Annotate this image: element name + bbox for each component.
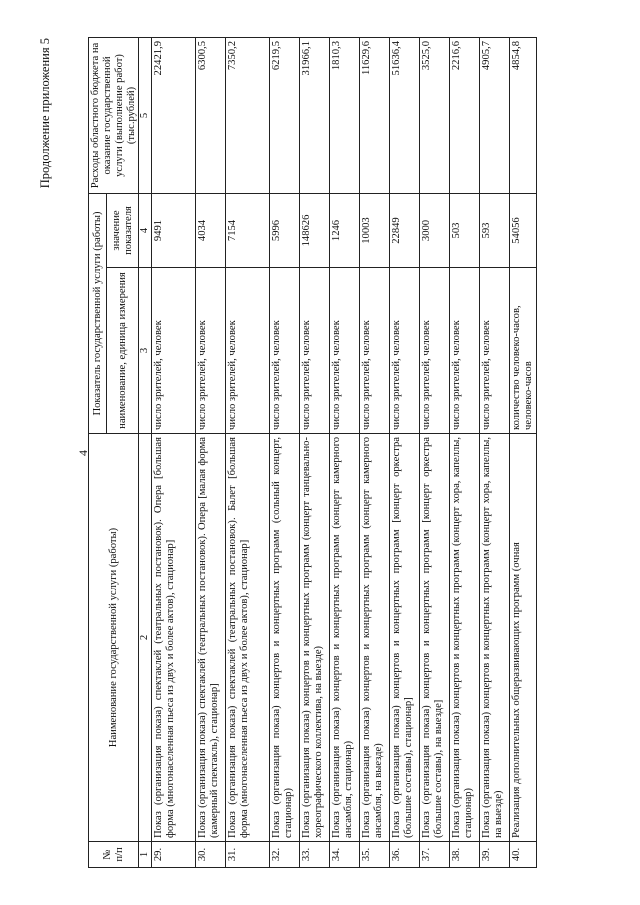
column-index: 5 <box>139 38 152 194</box>
expense-cell: 11629,6 <box>360 38 390 194</box>
header-row-1 <box>89 38 107 868</box>
service-name-cell: Показ (организация показа) концертов и концертных программ [концерт оркестра (большие составы), стационар] <box>390 434 420 842</box>
service-name-cell: Показ (организация показа) концертов и концертных программ [концерт оркестра (большие составы), на выезде] <box>420 434 450 842</box>
service-name-cell: Показ (организация показа) концертов и концертных программ (сольный концерт, стационар) <box>270 434 300 842</box>
indicator-value-cell: 4034 <box>196 194 226 268</box>
page-number: 4 <box>76 450 90 456</box>
service-name-cell: Показ (организация показа) спектаклей (театральных постановок). Балет [большая форма (многонаселенная пьеса из двух и более актов), стационар] <box>226 434 270 842</box>
indicator-value-cell: 54056 <box>510 194 537 268</box>
table-row <box>196 38 226 868</box>
service-name-cell: Показ (организация показа) спектаклей (театральных постановок). Опера [малая форма (камерный спектакль), стационар] <box>196 434 226 842</box>
row-number: 32. <box>270 842 300 868</box>
table-row <box>300 38 330 868</box>
indicator-value-cell: 22849 <box>390 194 420 268</box>
header-indicator-value: значение показателя <box>107 194 139 268</box>
expense-cell: 4854,8 <box>510 38 537 194</box>
expense-cell: 2216,6 <box>450 38 480 194</box>
service-name-cell: Показ (организация показа) концертов и концертных программ (концерт хора, капеллы, на выезде) <box>480 434 510 842</box>
row-number: 35. <box>360 842 390 868</box>
expense-cell: 7350,2 <box>226 38 270 194</box>
indicator-unit-cell: число зрителей, человек <box>226 268 270 434</box>
expense-cell: 4905,7 <box>480 38 510 194</box>
indicator-value-cell: 593 <box>480 194 510 268</box>
appendix-label: Продолжение приложения 5 <box>38 38 52 189</box>
indicator-value-cell: 9491 <box>152 194 196 268</box>
indicator-unit-cell: число зрителей, человек <box>300 268 330 434</box>
column-index-row <box>139 38 152 868</box>
header-expenses: Расходы областного бюджета на оказание государственной услуги (выполнение работ) (тыс.рублей) <box>89 38 139 194</box>
indicator-unit-cell: число зрителей, человек <box>152 268 196 434</box>
header-indicator-group: Показатель государственной услуги (работы) <box>89 194 107 434</box>
indicator-value-cell: 503 <box>450 194 480 268</box>
row-number: 36. <box>390 842 420 868</box>
expense-cell: 22421,9 <box>152 38 196 194</box>
indicator-value-cell: 10003 <box>360 194 390 268</box>
expense-cell: 6300,5 <box>196 38 226 194</box>
table-row <box>480 38 510 868</box>
indicator-unit-cell: число зрителей, человек <box>480 268 510 434</box>
table-row <box>510 38 537 868</box>
row-number: 33. <box>300 842 330 868</box>
column-index: 3 <box>139 268 152 434</box>
table-row <box>420 38 450 868</box>
service-name-cell: Показ (организация показа) концертов и концертных программ (концерт хора, капеллы, стационар) <box>450 434 480 842</box>
services-table <box>88 37 537 868</box>
expense-cell: 51636,4 <box>390 38 420 194</box>
indicator-unit-cell: число зрителей, человек <box>330 268 360 434</box>
expense-cell: 3525,0 <box>420 38 450 194</box>
service-name-cell: Показ (организация показа) концертов и концертных программ (концерт камерного ансамбля, на выезде) <box>360 434 390 842</box>
row-number: 34. <box>330 842 360 868</box>
indicator-unit-cell: число зрителей, человек <box>450 268 480 434</box>
column-index: 4 <box>139 194 152 268</box>
table-row <box>450 38 480 868</box>
table-row <box>226 38 270 868</box>
row-number: 38. <box>450 842 480 868</box>
expense-cell: 31966,1 <box>300 38 330 194</box>
indicator-value-cell: 7154 <box>226 194 270 268</box>
table-row <box>360 38 390 868</box>
document-page <box>38 38 598 868</box>
row-number: 29. <box>152 842 196 868</box>
table-row <box>152 38 196 868</box>
indicator-value-cell: 148626 <box>300 194 330 268</box>
service-name-cell: Показ (организация показа) концертов и концертных программ (концерт танцевально-хореографического коллектива, на выезде) <box>300 434 330 842</box>
indicator-unit-cell: количество человеко-часов, человеко-часов <box>510 268 537 434</box>
indicator-unit-cell: число зрителей, человек <box>196 268 226 434</box>
table-row <box>330 38 360 868</box>
row-number: 30. <box>196 842 226 868</box>
indicator-value-cell: 1246 <box>330 194 360 268</box>
expense-cell: 6219,5 <box>270 38 300 194</box>
table-row <box>390 38 420 868</box>
indicator-value-cell: 5996 <box>270 194 300 268</box>
row-number: 37. <box>420 842 450 868</box>
service-name-cell: Показ (организация показа) спектаклей (театральных постановок). Опера [большая форма (многонаселенная пьеса из двух и более актов), стационар] <box>152 434 196 842</box>
table-row <box>270 38 300 868</box>
column-index: 1 <box>139 842 152 868</box>
indicator-unit-cell: число зрителей, человек <box>390 268 420 434</box>
header-service-name: Наименование государственной услуги (работы) <box>89 434 139 842</box>
row-number: 39. <box>480 842 510 868</box>
indicator-unit-cell: число зрителей, человек <box>360 268 390 434</box>
expense-cell: 1810,3 <box>330 38 360 194</box>
indicator-unit-cell: число зрителей, человек <box>420 268 450 434</box>
indicator-value-cell: 3000 <box>420 194 450 268</box>
service-name-cell: Показ (организация показа) концертов и концертных программ (концерт камерного ансамбля, стационар) <box>330 434 360 842</box>
row-number: 40. <box>510 842 537 868</box>
header-indicator-name: наименование, единица измерения <box>107 268 139 434</box>
indicator-unit-cell: число зрителей, человек <box>270 268 300 434</box>
header-num: № п/п <box>89 842 139 868</box>
column-index: 2 <box>139 434 152 842</box>
service-name-cell: Реализация дополнительных общеразвивающих программ (очная <box>510 434 537 842</box>
row-number: 31. <box>226 842 270 868</box>
table-body <box>152 38 537 868</box>
